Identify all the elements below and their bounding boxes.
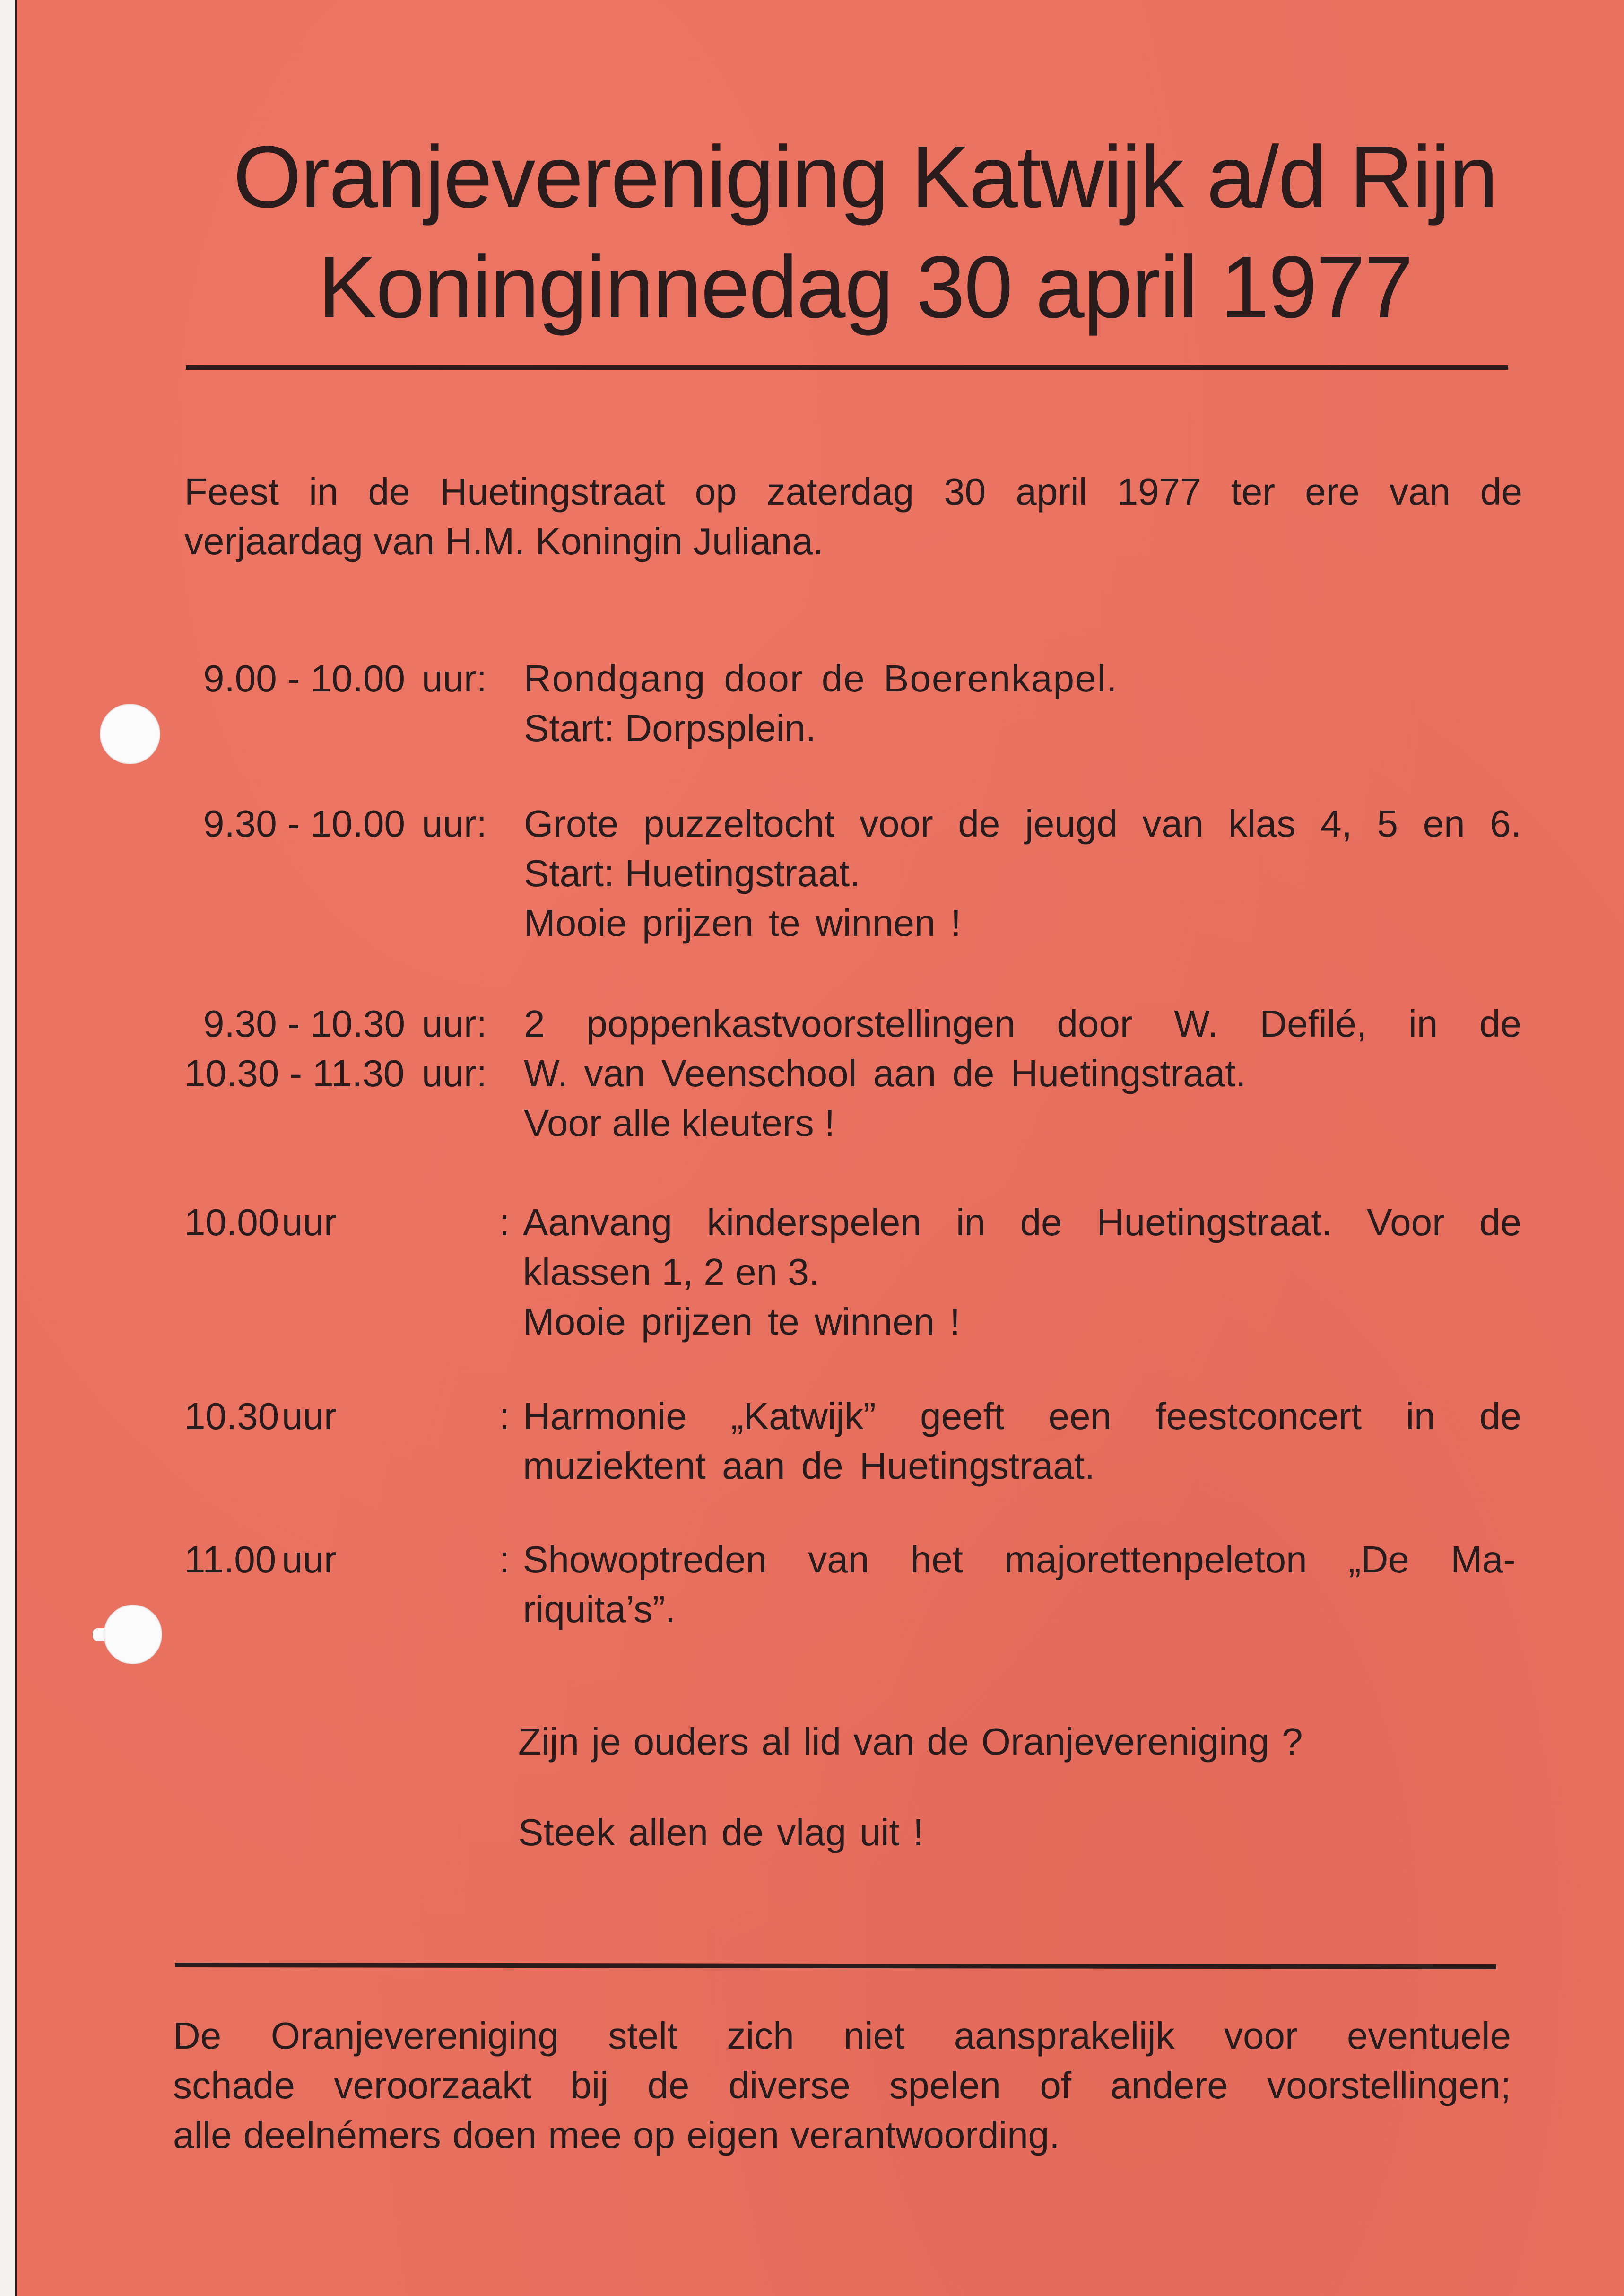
- schedule-time-unit: uur: [282, 1395, 337, 1437]
- schedule-time-unit: uur: [282, 1538, 337, 1580]
- schedule-time: 10.00: [184, 1201, 279, 1243]
- schedule-description: Grote puzzeltocht voor de jeugd van klas 4, 5 en 6.: [524, 803, 1521, 845]
- schedule-time: 11.00: [184, 1538, 277, 1580]
- schedule-time: 10.30: [184, 1395, 279, 1437]
- schedule-time: 9.30 - 10.30: [203, 1003, 405, 1045]
- schedule-time-unit: uur:: [422, 1003, 487, 1045]
- punch-hole-bottom: [104, 1605, 162, 1664]
- schedule-description: muziektent aan de Huetingstraat.: [523, 1445, 1095, 1487]
- schedule-time-unit: uur: [282, 1201, 337, 1243]
- schedule-description: 2 poppenkastvoorstellingen door W. Defilé, in de: [524, 1003, 1521, 1045]
- disclaimer-line-1: De Oranjevereniging stelt zich niet aansprakelijk voor eventuele: [173, 2015, 1511, 2057]
- schedule-description: Start: Huetingstraat.: [524, 852, 860, 894]
- disclaimer-line-3: alle deelnémers doen mee op eigen verantwoording.: [173, 2114, 1060, 2156]
- schedule-time: 9.30 - 10.00: [203, 803, 405, 845]
- flyer-page: [17, 0, 1624, 2296]
- schedule-description: Mooie prijzen te winnen !: [523, 1301, 960, 1343]
- schedule-time-secondary: 10.30 - 11.30: [184, 1052, 405, 1094]
- schedule-description: Showoptreden van het majorettenpeleton „De Ma-: [523, 1538, 1516, 1580]
- schedule-colon: :: [499, 1201, 510, 1243]
- schedule-time-unit: uur:: [422, 803, 487, 845]
- schedule-description: riquita’s”.: [523, 1588, 676, 1630]
- flyer-subtitle: Koninginnedag 30 april 1977: [318, 238, 1413, 336]
- schedule-time-unit: uur:: [422, 1052, 487, 1094]
- intro-line-2: verjaardag van H.M. Koningin Juliana.: [184, 520, 824, 562]
- footer-divider: [175, 1963, 1496, 1969]
- disclaimer-line-2: schade veroorzaakt bij de diverse spelen of andere voorstellingen;: [173, 2064, 1511, 2106]
- intro-line-1: Feest in de Huetingstraat op zaterdag 30 april 1977 ter ere van de: [184, 471, 1522, 513]
- schedule-description: Aanvang kinderspelen in de Huetingstraat. Voor de: [523, 1201, 1521, 1243]
- flyer-title: Oranjevereniging Katwijk a/d Rijn: [233, 128, 1497, 226]
- schedule-time: 9.00 - 10.00: [203, 657, 405, 699]
- schedule-time-unit: uur:: [422, 657, 487, 699]
- schedule-description: W. van Veenschool aan de Huetingstraat.: [524, 1052, 1246, 1094]
- header-divider: [186, 365, 1508, 370]
- membership-question: Zijn je ouders al lid van de Oranjevereniging ?: [518, 1720, 1303, 1763]
- flag-call: Steek allen de vlag uit !: [518, 1811, 924, 1853]
- schedule-description: Start: Dorpsplein.: [524, 707, 816, 749]
- schedule-colon: :: [499, 1395, 510, 1437]
- schedule-description: Rondgang door de Boerenkapel.: [524, 657, 1118, 699]
- schedule-description: Mooie prijzen te winnen !: [524, 902, 961, 944]
- punch-hole-top: [100, 704, 160, 764]
- schedule-description: klassen 1, 2 en 3.: [523, 1251, 820, 1293]
- schedule-colon: :: [499, 1538, 510, 1580]
- schedule-description: Harmonie „Katwijk” geeft een feestconcert in de: [523, 1395, 1521, 1437]
- schedule-description: Voor alle kleuters !: [524, 1102, 835, 1144]
